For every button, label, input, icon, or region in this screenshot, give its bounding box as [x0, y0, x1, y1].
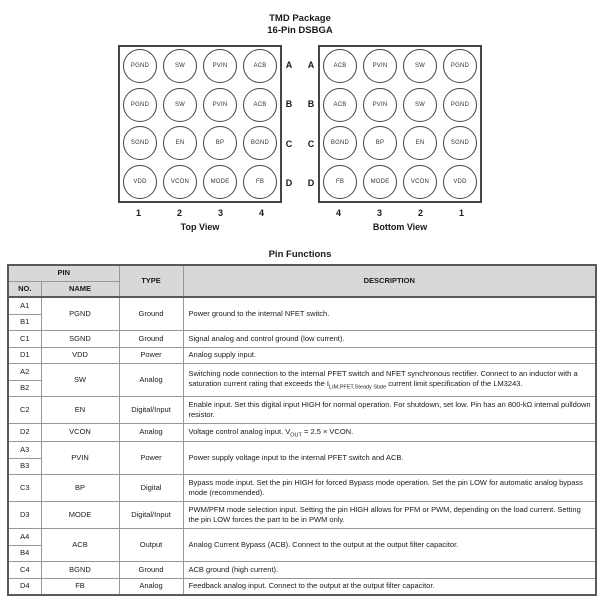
pin-row-c1: [8, 331, 596, 348]
pin-no: C2: [8, 397, 41, 424]
pin-name: VCON: [41, 424, 119, 442]
pin-no: B3: [8, 458, 41, 475]
package-title-line1: TMD Package: [269, 13, 331, 24]
pin-description: Feedback analog input. Connect to the output at the output filter capacitor.: [183, 578, 596, 595]
bottom-pin-ball-pgnd: PGND: [443, 88, 477, 122]
pin-row-a1: [8, 297, 596, 314]
header-name: NAME: [41, 281, 119, 297]
top-pin-ball-sw: SW: [163, 49, 197, 83]
bottom-pin-ball-pvin: PVIN: [363, 88, 397, 122]
pin-type: Digital: [119, 475, 183, 502]
top-view-package-outline: [118, 45, 282, 203]
bottom-pin-ball-mode: MODE: [363, 165, 397, 199]
pin-type: Analog: [119, 578, 183, 595]
pin-no: D4: [8, 578, 41, 595]
pin-name: FB: [41, 578, 119, 595]
top-view-row-letters: [281, 45, 297, 203]
top-pin-ball-pvin: PVIN: [203, 49, 237, 83]
pin-no: D3: [8, 502, 41, 529]
top-pin-ball-pvin: PVIN: [203, 88, 237, 122]
bottom-pin-ball-bp: BP: [363, 126, 397, 160]
package-pinout-diagram: [0, 0, 600, 246]
pin-functions-title: Pin Functions: [268, 249, 332, 260]
bottom-pin-ball-sgnd: SGND: [443, 126, 477, 160]
header-type: TYPE: [119, 265, 183, 297]
pin-row-d2: [8, 424, 596, 442]
pin-type: Power: [119, 442, 183, 475]
pin-functions-table: [7, 264, 597, 596]
pin-type: Power: [119, 347, 183, 364]
pin-functions-table-body: [8, 297, 596, 595]
top-pin-ball-acb: ACB: [243, 88, 277, 122]
bottom-row-letter-b: B: [307, 99, 315, 110]
header-description: DESCRIPTION: [183, 265, 596, 297]
top-pin-ball-vcon: VCON: [163, 165, 197, 199]
top-view-caption: Top View: [180, 222, 220, 232]
pin-no: A4: [8, 529, 41, 546]
top-pin-ball-acb: ACB: [243, 49, 277, 83]
top-col-number-1: 1: [135, 208, 141, 218]
top-row-letter-b: B: [285, 99, 293, 110]
pin-description: Power supply voltage input to the internal PFET switch and ACB.: [183, 442, 596, 475]
pin-no: A1: [8, 297, 41, 314]
package-title: [0, 13, 600, 37]
pin-name: PVIN: [41, 442, 119, 475]
top-pin-ball-en: EN: [163, 126, 197, 160]
pin-description: Power ground to the internal NFET switch.: [183, 297, 596, 331]
bottom-row-letter-a: A: [307, 59, 315, 70]
top-row-letter-c: C: [285, 138, 293, 149]
top-row-letter-a: A: [285, 59, 293, 70]
pin-row-d1: [8, 347, 596, 364]
bottom-col-number-3: 3: [376, 208, 382, 218]
bottom-view-row-letters: [303, 45, 319, 203]
pin-description: Analog Current Bypass (ACB). Connect to the output at the output filter capacitor.: [183, 529, 596, 562]
bottom-col-number-1: 1: [458, 208, 464, 218]
pin-row-d4: [8, 578, 596, 595]
top-pin-ball-bp: BP: [203, 126, 237, 160]
bottom-pin-ball-vcon: VCON: [403, 165, 437, 199]
bottom-pin-ball-bgnd: BGND: [323, 126, 357, 160]
pin-description: ACB ground (high current).: [183, 562, 596, 579]
top-row-letter-d: D: [285, 178, 293, 189]
pin-functions-table-header: [8, 265, 596, 297]
pin-type: Ground: [119, 297, 183, 331]
package-title-line2: 16-Pin DSBGA: [267, 25, 333, 36]
pin-description: Signal analog and control ground (low current).: [183, 331, 596, 348]
pin-name: BGND: [41, 562, 119, 579]
top-col-number-3: 3: [217, 208, 223, 218]
pin-description: Switching node connection to the internal PFET switch and NFET synchronous rectifier. Connect to an inductor with a saturation current rating that exceeds the $I_{LIM,PFET,Steady State}$ current limit specification of the LM3243.: [183, 364, 596, 397]
bottom-pin-ball-en: EN: [403, 126, 437, 160]
pin-name: SGND: [41, 331, 119, 348]
pin-row-a2: [8, 364, 596, 381]
pin-no: D1: [8, 347, 41, 364]
pin-name: PGND: [41, 297, 119, 331]
header-no: NO.: [8, 281, 41, 297]
top-col-number-4: 4: [258, 208, 264, 218]
header-pin-group: PIN: [8, 265, 119, 281]
pin-no: B4: [8, 545, 41, 562]
pin-row-c2: [8, 397, 596, 424]
top-pin-ball-bgnd: BGND: [243, 126, 277, 160]
pin-no: C3: [8, 475, 41, 502]
pin-type: Output: [119, 529, 183, 562]
bottom-view-package-outline: [318, 45, 482, 203]
pin-type: Ground: [119, 331, 183, 348]
pin-row-a3: [8, 442, 596, 459]
top-view-column-numbers: [118, 207, 282, 219]
bottom-pin-ball-sw: SW: [403, 88, 437, 122]
pin-description: Enable input. Set this digital input HIGH for normal operation. For shutdown, set low. Pin has an 800-kΩ internal pulldown resistor.: [183, 397, 596, 424]
top-pin-ball-fb: FB: [243, 165, 277, 199]
pin-type: Analog: [119, 424, 183, 442]
pin-type: Digital/Input: [119, 397, 183, 424]
top-pin-ball-sw: SW: [163, 88, 197, 122]
pin-name: ACB: [41, 529, 119, 562]
pin-row-c3: [8, 475, 596, 502]
bottom-view-caption: Bottom View: [372, 222, 428, 232]
pin-no: B2: [8, 380, 41, 397]
pin-name: VDD: [41, 347, 119, 364]
pin-type: Analog: [119, 364, 183, 397]
pin-no: C1: [8, 331, 41, 348]
pin-no: D2: [8, 424, 41, 442]
pin-name: MODE: [41, 502, 119, 529]
pin-row-c4: [8, 562, 596, 579]
bottom-view-column-numbers: [318, 207, 482, 219]
pin-type: Ground: [119, 562, 183, 579]
pin-name: EN: [41, 397, 119, 424]
pin-description: Bypass mode input. Set the pin HIGH for forced Bypass mode operation. Set the pin LOW for automatic analog bypass mode (recommended).: [183, 475, 596, 502]
bottom-pin-ball-fb: FB: [323, 165, 357, 199]
pin-description: PWM/PFM mode selection input. Setting the pin HIGH allows for PFM or PWM, depending on the load current. Setting the pin LOW forces the part to be in PWM only.: [183, 502, 596, 529]
top-pin-ball-vdd: VDD: [123, 165, 157, 199]
pin-no: C4: [8, 562, 41, 579]
pin-type: Digital/Input: [119, 502, 183, 529]
bottom-row-letter-d: D: [307, 178, 315, 189]
bottom-col-number-4: 4: [335, 208, 341, 218]
pin-row-d3: [8, 502, 596, 529]
bottom-pin-ball-vdd: VDD: [443, 165, 477, 199]
top-pin-ball-pgnd: PGND: [123, 88, 157, 122]
bottom-row-letter-c: C: [307, 138, 315, 149]
pin-no: A2: [8, 364, 41, 381]
top-pin-ball-mode: MODE: [203, 165, 237, 199]
bottom-col-number-2: 2: [417, 208, 423, 218]
top-pin-ball-sgnd: SGND: [123, 126, 157, 160]
pin-description: Analog supply input.: [183, 347, 596, 364]
bottom-pin-ball-acb: ACB: [323, 88, 357, 122]
pin-no: A3: [8, 442, 41, 459]
bottom-pin-ball-pvin: PVIN: [363, 49, 397, 83]
pin-name: SW: [41, 364, 119, 397]
top-col-number-2: 2: [176, 208, 182, 218]
top-pin-ball-pgnd: PGND: [123, 49, 157, 83]
pin-row-a4: [8, 529, 596, 546]
pin-description: Voltage control analog input. $V_{OUT} = 2.5$ × VCON.: [183, 424, 596, 442]
bottom-pin-ball-acb: ACB: [323, 49, 357, 83]
pin-no: B1: [8, 314, 41, 331]
pin-name: BP: [41, 475, 119, 502]
bottom-pin-ball-pgnd: PGND: [443, 49, 477, 83]
bottom-pin-ball-sw: SW: [403, 49, 437, 83]
